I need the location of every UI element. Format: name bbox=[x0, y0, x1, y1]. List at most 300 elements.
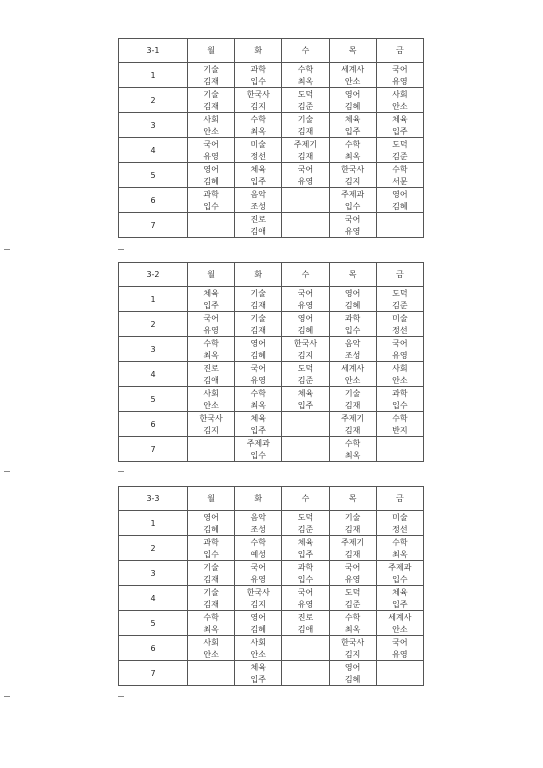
subject-name: 체육 bbox=[392, 114, 408, 124]
subject-name: 국어 bbox=[392, 64, 408, 74]
lesson-cell bbox=[235, 213, 282, 238]
period-number: 4 bbox=[119, 138, 188, 163]
subject-name: 국어 bbox=[250, 363, 267, 373]
subject-name: 미술 bbox=[392, 512, 408, 522]
subject-name: 수학 bbox=[344, 139, 361, 149]
separator-mark bbox=[118, 696, 124, 697]
lesson-cell bbox=[188, 437, 235, 462]
lesson-cell bbox=[329, 586, 376, 611]
teacher-name: 최옥 bbox=[344, 450, 361, 460]
subject-name: 주제기 bbox=[341, 537, 365, 547]
teacher-name: 입주 bbox=[250, 674, 267, 684]
teacher-name: 김재 bbox=[297, 151, 314, 161]
teacher-name: 정선 bbox=[250, 151, 267, 161]
lesson-cell bbox=[329, 437, 376, 462]
subject-name: 과학 bbox=[203, 537, 219, 547]
subject-name: 수학 bbox=[392, 537, 408, 547]
subject-name: 주제과 bbox=[246, 438, 270, 448]
subject-name: 한국사 bbox=[199, 413, 223, 423]
teacher-name: 최옥 bbox=[250, 400, 267, 410]
teacher-name: 안소 bbox=[203, 400, 219, 410]
teacher-name: 김애 bbox=[297, 624, 314, 634]
day-header: 금 bbox=[376, 263, 423, 287]
lesson-cell bbox=[282, 63, 329, 88]
teacher-name: 안소 bbox=[392, 375, 408, 385]
day-header: 금 bbox=[376, 39, 423, 63]
lesson-cell bbox=[376, 536, 423, 561]
lesson-cell bbox=[282, 113, 329, 138]
lesson-cell bbox=[376, 63, 423, 88]
table-row bbox=[119, 312, 424, 337]
subject-name: 수학 bbox=[250, 114, 267, 124]
teacher-name: 유영 bbox=[297, 176, 314, 186]
lesson-cell bbox=[282, 611, 329, 636]
lesson-cell bbox=[329, 661, 376, 686]
lesson-cell bbox=[329, 188, 376, 213]
lesson-cell bbox=[376, 561, 423, 586]
teacher-name: 최옥 bbox=[203, 350, 219, 360]
subject-name: 기술 bbox=[203, 562, 219, 572]
lesson-cell bbox=[329, 561, 376, 586]
lesson-cell bbox=[235, 362, 282, 387]
table-row bbox=[119, 412, 424, 437]
subject-name: 사회 bbox=[203, 637, 219, 647]
subject-name: 과학 bbox=[392, 388, 408, 398]
period-number: 3 bbox=[119, 113, 188, 138]
teacher-name: 입주 bbox=[250, 176, 267, 186]
teacher-name: 김혜 bbox=[203, 176, 219, 186]
subject-name: 사회 bbox=[203, 114, 219, 124]
teacher-name: 입수 bbox=[392, 400, 408, 410]
subject-name: 도덕 bbox=[297, 512, 314, 522]
teacher-name: 최옥 bbox=[250, 126, 267, 136]
lesson-cell bbox=[282, 412, 329, 437]
teacher-name: 반지 bbox=[392, 425, 408, 435]
lesson-cell bbox=[376, 437, 423, 462]
table-row bbox=[119, 188, 424, 213]
day-header: 수 bbox=[282, 39, 329, 63]
period-number: 2 bbox=[119, 88, 188, 113]
subject-name: 체육 bbox=[250, 164, 267, 174]
teacher-name: 최옥 bbox=[344, 624, 361, 634]
table-row bbox=[119, 63, 424, 88]
lesson-cell bbox=[235, 437, 282, 462]
table-row bbox=[119, 586, 424, 611]
teacher-name: 최옥 bbox=[297, 76, 314, 86]
teacher-name: 최옥 bbox=[203, 624, 219, 634]
teacher-name: 유영 bbox=[297, 599, 314, 609]
table-row bbox=[119, 636, 424, 661]
subject-name: 주제과 bbox=[341, 189, 365, 199]
teacher-name: 김준 bbox=[297, 524, 314, 534]
lesson-cell bbox=[235, 536, 282, 561]
subject-name: 도덕 bbox=[392, 139, 408, 149]
lesson-cell bbox=[376, 188, 423, 213]
lesson-cell bbox=[282, 213, 329, 238]
teacher-name: 김지 bbox=[297, 350, 314, 360]
teacher-name: 입수 bbox=[203, 549, 219, 559]
subject-name: 주제과 bbox=[388, 562, 412, 572]
lesson-cell bbox=[282, 337, 329, 362]
subject-name: 영어 bbox=[203, 164, 219, 174]
day-header: 목 bbox=[329, 487, 376, 511]
teacher-name: 김재 bbox=[297, 126, 314, 136]
lesson-cell bbox=[235, 63, 282, 88]
teacher-name: 입주 bbox=[297, 400, 314, 410]
teacher-name: 서문 bbox=[392, 176, 408, 186]
header-row bbox=[119, 39, 424, 63]
teacher-name: 유영 bbox=[344, 574, 361, 584]
table-row bbox=[119, 511, 424, 536]
subject-name: 수학 bbox=[250, 537, 267, 547]
subject-name: 과학 bbox=[203, 189, 219, 199]
timetable-3_3 bbox=[118, 486, 424, 686]
teacher-name: 유영 bbox=[250, 375, 267, 385]
teacher-name: 김혜 bbox=[344, 101, 361, 111]
subject-name: 국어 bbox=[297, 587, 314, 597]
teacher-name: 유영 bbox=[297, 300, 314, 310]
subject-name: 영어 bbox=[250, 612, 267, 622]
day-header: 화 bbox=[235, 263, 282, 287]
teacher-name: 입수 bbox=[250, 76, 267, 86]
teacher-name: 예성 bbox=[250, 549, 267, 559]
subject-name: 진로 bbox=[297, 612, 314, 622]
lesson-cell bbox=[282, 586, 329, 611]
lesson-cell bbox=[235, 412, 282, 437]
period-number: 5 bbox=[119, 611, 188, 636]
period-number: 4 bbox=[119, 586, 188, 611]
teacher-name: 조성 bbox=[344, 350, 361, 360]
teacher-name: 안소 bbox=[250, 649, 267, 659]
lesson-cell bbox=[235, 188, 282, 213]
table-row bbox=[119, 362, 424, 387]
lesson-cell bbox=[329, 213, 376, 238]
lesson-cell bbox=[188, 312, 235, 337]
lesson-cell bbox=[235, 586, 282, 611]
lesson-cell bbox=[329, 88, 376, 113]
teacher-name: 김준 bbox=[297, 375, 314, 385]
lesson-cell bbox=[282, 561, 329, 586]
lesson-cell bbox=[282, 636, 329, 661]
subject-name: 세계사 bbox=[341, 363, 365, 373]
lesson-cell bbox=[235, 661, 282, 686]
table-row bbox=[119, 561, 424, 586]
lesson-cell bbox=[235, 611, 282, 636]
lesson-cell bbox=[376, 163, 423, 188]
lesson-cell bbox=[188, 586, 235, 611]
subject-name: 국어 bbox=[344, 562, 361, 572]
lesson-cell bbox=[376, 412, 423, 437]
subject-name: 국어 bbox=[297, 288, 314, 298]
separator-mark bbox=[118, 249, 124, 250]
lesson-cell bbox=[376, 138, 423, 163]
lesson-cell bbox=[188, 163, 235, 188]
lesson-cell bbox=[235, 387, 282, 412]
subject-name: 수학 bbox=[392, 413, 408, 423]
subject-name: 체육 bbox=[297, 388, 314, 398]
day-header: 월 bbox=[188, 39, 235, 63]
lesson-cell bbox=[329, 412, 376, 437]
subject-name: 기술 bbox=[250, 288, 267, 298]
lesson-cell bbox=[188, 362, 235, 387]
teacher-name: 안소 bbox=[203, 126, 219, 136]
lesson-cell bbox=[188, 636, 235, 661]
lesson-cell bbox=[282, 661, 329, 686]
subject-name: 기술 bbox=[250, 313, 267, 323]
teacher-name: 안소 bbox=[392, 101, 408, 111]
subject-name: 사회 bbox=[392, 89, 408, 99]
teacher-name: 정선 bbox=[392, 524, 408, 534]
period-number: 2 bbox=[119, 312, 188, 337]
period-number: 3 bbox=[119, 337, 188, 362]
lesson-cell bbox=[329, 611, 376, 636]
period-number: 7 bbox=[119, 661, 188, 686]
teacher-name: 최옥 bbox=[344, 151, 361, 161]
subject-name: 국어 bbox=[297, 164, 314, 174]
subject-name: 세계사 bbox=[341, 64, 365, 74]
teacher-name: 김혜 bbox=[344, 300, 361, 310]
subject-name: 과학 bbox=[250, 64, 267, 74]
subject-name: 한국사 bbox=[293, 338, 318, 348]
table-row bbox=[119, 536, 424, 561]
period-number: 3 bbox=[119, 561, 188, 586]
period-number: 6 bbox=[119, 188, 188, 213]
timetable-3_2 bbox=[118, 262, 424, 462]
subject-name: 수학 bbox=[297, 64, 314, 74]
lesson-cell bbox=[376, 387, 423, 412]
teacher-name: 김애 bbox=[203, 375, 219, 385]
lesson-cell bbox=[188, 213, 235, 238]
lesson-cell bbox=[235, 88, 282, 113]
lesson-cell bbox=[376, 661, 423, 686]
teacher-name: 김재 bbox=[250, 300, 267, 310]
lesson-cell bbox=[329, 511, 376, 536]
lesson-cell bbox=[235, 337, 282, 362]
lesson-cell bbox=[188, 63, 235, 88]
teacher-name: 유영 bbox=[250, 574, 267, 584]
teacher-name: 유영 bbox=[392, 76, 408, 86]
teacher-name: 입주 bbox=[203, 300, 219, 310]
teacher-name: 김재 bbox=[344, 524, 361, 534]
subject-name: 체육 bbox=[250, 413, 267, 423]
subject-name: 수학 bbox=[344, 612, 361, 622]
subject-name: 도덕 bbox=[392, 288, 408, 298]
subject-name: 기술 bbox=[344, 388, 361, 398]
period-number: 5 bbox=[119, 163, 188, 188]
teacher-name: 김혜 bbox=[250, 350, 267, 360]
subject-name: 음악 bbox=[250, 512, 267, 522]
subject-name: 사회 bbox=[203, 388, 219, 398]
day-header: 화 bbox=[235, 39, 282, 63]
class-label: 3-2 bbox=[119, 263, 188, 287]
lesson-cell bbox=[282, 138, 329, 163]
separator-mark bbox=[118, 471, 124, 472]
teacher-name: 조성 bbox=[250, 524, 267, 534]
teacher-name: 안소 bbox=[344, 375, 361, 385]
lesson-cell bbox=[376, 636, 423, 661]
teacher-name: 안소 bbox=[344, 76, 361, 86]
table-row bbox=[119, 437, 424, 462]
lesson-cell bbox=[235, 636, 282, 661]
lesson-cell bbox=[188, 113, 235, 138]
day-header: 목 bbox=[329, 39, 376, 63]
lesson-cell bbox=[188, 412, 235, 437]
lesson-cell bbox=[376, 337, 423, 362]
table-row bbox=[119, 88, 424, 113]
period-number: 7 bbox=[119, 437, 188, 462]
day-header: 월 bbox=[188, 487, 235, 511]
teacher-name: 김준 bbox=[392, 151, 408, 161]
subject-name: 도덕 bbox=[297, 363, 314, 373]
teacher-name: 유영 bbox=[392, 350, 408, 360]
teacher-name: 조성 bbox=[250, 201, 267, 211]
day-header: 화 bbox=[235, 487, 282, 511]
teacher-name: 김혜 bbox=[392, 201, 408, 211]
day-header: 수 bbox=[282, 263, 329, 287]
lesson-cell bbox=[188, 287, 235, 312]
subject-name: 진로 bbox=[250, 214, 267, 224]
lesson-cell bbox=[329, 362, 376, 387]
lesson-cell bbox=[282, 88, 329, 113]
subject-name: 체육 bbox=[344, 114, 361, 124]
subject-name: 도덕 bbox=[297, 89, 314, 99]
table-row bbox=[119, 337, 424, 362]
teacher-name: 김지 bbox=[250, 599, 267, 609]
teacher-name: 김혜 bbox=[250, 624, 267, 634]
teacher-name: 김준 bbox=[297, 101, 314, 111]
teacher-name: 입수 bbox=[297, 574, 314, 584]
subject-name: 한국사 bbox=[246, 89, 270, 99]
lesson-cell bbox=[235, 113, 282, 138]
subject-name: 수학 bbox=[250, 388, 267, 398]
lesson-cell bbox=[235, 511, 282, 536]
subject-name: 영어 bbox=[344, 662, 361, 672]
subject-name: 과학 bbox=[344, 313, 361, 323]
table-row bbox=[119, 661, 424, 686]
subject-name: 국어 bbox=[392, 338, 408, 348]
subject-name: 과학 bbox=[297, 562, 314, 572]
teacher-name: 김애 bbox=[250, 226, 267, 236]
teacher-name: 김재 bbox=[344, 549, 361, 559]
subject-name: 한국사 bbox=[341, 637, 365, 647]
subject-name: 체육 bbox=[392, 587, 408, 597]
lesson-cell bbox=[188, 611, 235, 636]
period-number: 6 bbox=[119, 412, 188, 437]
lesson-cell bbox=[235, 312, 282, 337]
teacher-name: 입수 bbox=[344, 325, 361, 335]
timetable-3_1 bbox=[118, 38, 424, 238]
teacher-name: 김재 bbox=[344, 425, 361, 435]
separator-mark bbox=[4, 696, 10, 697]
lesson-cell bbox=[282, 188, 329, 213]
lesson-cell bbox=[235, 561, 282, 586]
lesson-cell bbox=[188, 138, 235, 163]
teacher-name: 김준 bbox=[344, 599, 361, 609]
lesson-cell bbox=[188, 337, 235, 362]
teacher-name: 입수 bbox=[203, 201, 219, 211]
lesson-cell bbox=[329, 536, 376, 561]
lesson-cell bbox=[282, 511, 329, 536]
table-row bbox=[119, 138, 424, 163]
subject-name: 영어 bbox=[250, 338, 267, 348]
lesson-cell bbox=[329, 636, 376, 661]
subject-name: 기술 bbox=[344, 512, 361, 522]
teacher-name: 입주 bbox=[250, 425, 267, 435]
lesson-cell bbox=[329, 138, 376, 163]
subject-name: 기술 bbox=[203, 89, 219, 99]
header-row bbox=[119, 263, 424, 287]
lesson-cell bbox=[376, 113, 423, 138]
subject-name: 수학 bbox=[344, 438, 361, 448]
teacher-name: 유영 bbox=[203, 325, 219, 335]
teacher-name: 김지 bbox=[203, 425, 219, 435]
subject-name: 한국사 bbox=[341, 164, 365, 174]
teacher-name: 김준 bbox=[392, 300, 408, 310]
teacher-name: 입수 bbox=[250, 450, 267, 460]
subject-name: 사회 bbox=[250, 637, 267, 647]
lesson-cell bbox=[376, 586, 423, 611]
lesson-cell bbox=[376, 88, 423, 113]
teacher-name: 유영 bbox=[392, 649, 408, 659]
subject-name: 기술 bbox=[203, 587, 219, 597]
lesson-cell bbox=[329, 387, 376, 412]
lesson-cell bbox=[329, 337, 376, 362]
lesson-cell bbox=[329, 312, 376, 337]
period-number: 1 bbox=[119, 287, 188, 312]
period-number: 2 bbox=[119, 536, 188, 561]
lesson-cell bbox=[329, 113, 376, 138]
table-row bbox=[119, 387, 424, 412]
lesson-cell bbox=[188, 88, 235, 113]
teacher-name: 안소 bbox=[392, 624, 408, 634]
teacher-name: 유영 bbox=[203, 151, 219, 161]
day-header: 수 bbox=[282, 487, 329, 511]
teacher-name: 유영 bbox=[344, 226, 361, 236]
subject-name: 영어 bbox=[344, 89, 361, 99]
lesson-cell bbox=[376, 511, 423, 536]
lesson-cell bbox=[282, 312, 329, 337]
subject-name: 체육 bbox=[297, 537, 314, 547]
subject-name: 영어 bbox=[297, 313, 314, 323]
lesson-cell bbox=[188, 561, 235, 586]
separator-mark bbox=[4, 249, 10, 250]
lesson-cell bbox=[329, 63, 376, 88]
subject-name: 세계사 bbox=[388, 612, 412, 622]
period-number: 1 bbox=[119, 63, 188, 88]
teacher-name: 김재 bbox=[203, 574, 219, 584]
period-number: 4 bbox=[119, 362, 188, 387]
table-row bbox=[119, 287, 424, 312]
subject-name: 도덕 bbox=[344, 587, 361, 597]
day-header: 월 bbox=[188, 263, 235, 287]
teacher-name: 정선 bbox=[392, 325, 408, 335]
lesson-cell bbox=[376, 362, 423, 387]
period-number: 7 bbox=[119, 213, 188, 238]
teacher-name: 김재 bbox=[203, 599, 219, 609]
lesson-cell bbox=[376, 287, 423, 312]
lesson-cell bbox=[235, 138, 282, 163]
header-row bbox=[119, 487, 424, 511]
class-label: 3-3 bbox=[119, 487, 188, 511]
teacher-name: 김지 bbox=[250, 101, 267, 111]
subject-name: 국어 bbox=[203, 313, 219, 323]
lesson-cell bbox=[282, 163, 329, 188]
lesson-cell bbox=[282, 362, 329, 387]
table-row bbox=[119, 611, 424, 636]
lesson-cell bbox=[329, 163, 376, 188]
table-row bbox=[119, 113, 424, 138]
teacher-name: 입주 bbox=[297, 549, 314, 559]
